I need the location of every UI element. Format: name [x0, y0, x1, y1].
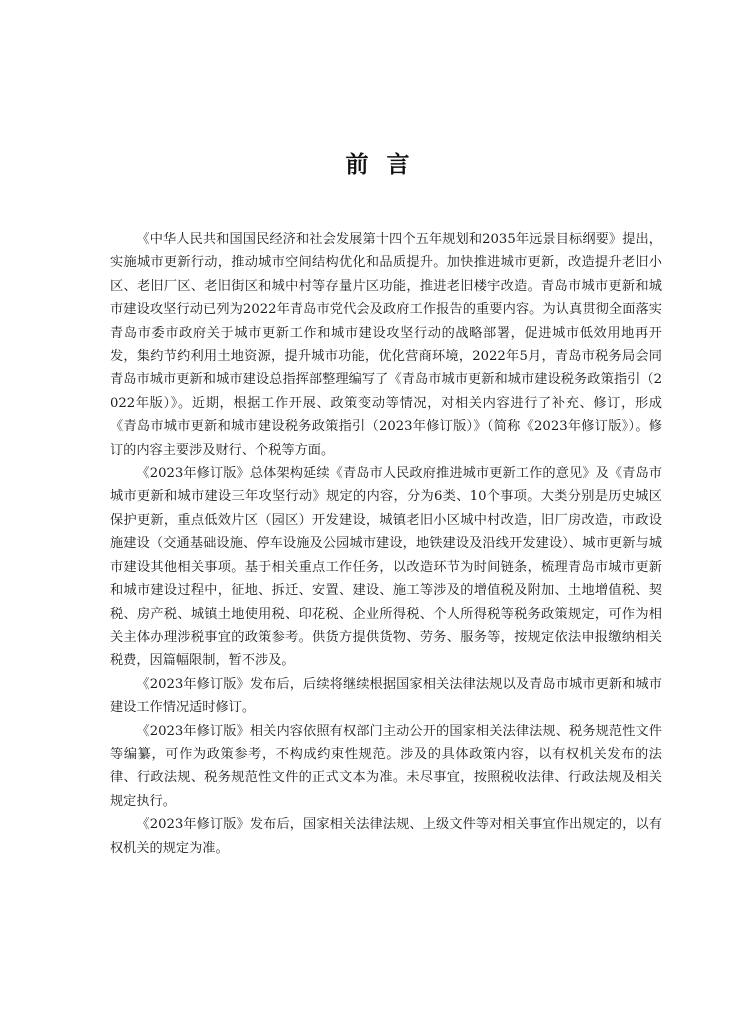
- paragraph-1: 《中华人民共和国国民经济和社会发展第十四个五年规划和2035年远景目标纲要》提出，实施城市更新行动，推动城市空间结构优化和品质提升。加快推进城市更新，改造提升老旧小区、老旧厂区、老旧街区和城中村等存量片区功能，推进老旧楼宇改造。青岛市城市更新和城市建设攻坚行动已列为2022年青岛市党代会及政府工作报告的重要内容。为认真贯彻全面落实青岛市委市政府关于城市更新工作和城市建设攻坚行动的战略部署，促进城市低效用地再开发，集约节约利用土地资源，提升城市功能，优化营商环境，2022年5月，青岛市税务局会同青岛市城市更新和城市建设总指挥部整理编写了《青岛市城市更新和城市建设税务政策指引（2022年版）》。近期，根据工作开展、政策变动等情况，对相关内容进行了补充、修订，形成《青岛市城市更新和城市建设税务政策指引（2023年修订版）》（简称《2023年修订版》）。修订的内容主要涉及财行、个税等方面。: [110, 232, 662, 458]
- preface-body: [110, 228, 662, 860]
- paragraph-5: 《2023年修订版》发布后，国家相关法律法规、上级文件等对相关事宜作出规定的，以有权机关的规定为准。: [110, 817, 662, 856]
- paragraph-3: 《2023年修订版》发布后，后续将继续根据国家相关法律法规以及青岛市城市更新和城市建设工作情况适时修订。: [110, 676, 662, 716]
- paragraph-2: 《2023年修订版》总体架构延续《青岛市人民政府推进城市更新工作的意见》及《青岛市城市更新和城市建设三年攻坚行动》规定的内容，分为6类、10个事项。大类分别是历史城区保护更新，重点低效片区（园区）开发建设，城镇老旧小区城中村改造，旧厂房改造，市政设施建设（交通基础设施、停车设施及公园城市建设，地铁建设及沿线开发建设）、城市更新与城市建设其他相关事项。基于相关重点工作任务，以改造环节为时间链条，梳理青岛市城市更新和城市建设过程中，征地、拆迁、安置、建设、施工等涉及的增值税及附加、土地增值税、契税、房产税、城镇土地使用税、印花税、企业所得税、个人所得税等税务政策规定，可作为相关主体办理涉税事宜的政策参考。供货方提供货物、劳务、服务等，按规定依法申报缴纳相关税费，因篇幅限制，暂不涉及。: [110, 466, 662, 669]
- page-title: 前言: [345, 151, 428, 178]
- paragraph-4: 《2023年修订版》相关内容依照有权部门主动公开的国家相关法律法规、税务规范性文件等编纂，可作为政策参考，不构成约束性规范。涉及的具体政策内容，以有权机关发布的法律、行政法规、税务规范性文件的正式文本为准。未尽事宜，按照税收法律、行政法规及相关规定执行。: [110, 723, 662, 809]
